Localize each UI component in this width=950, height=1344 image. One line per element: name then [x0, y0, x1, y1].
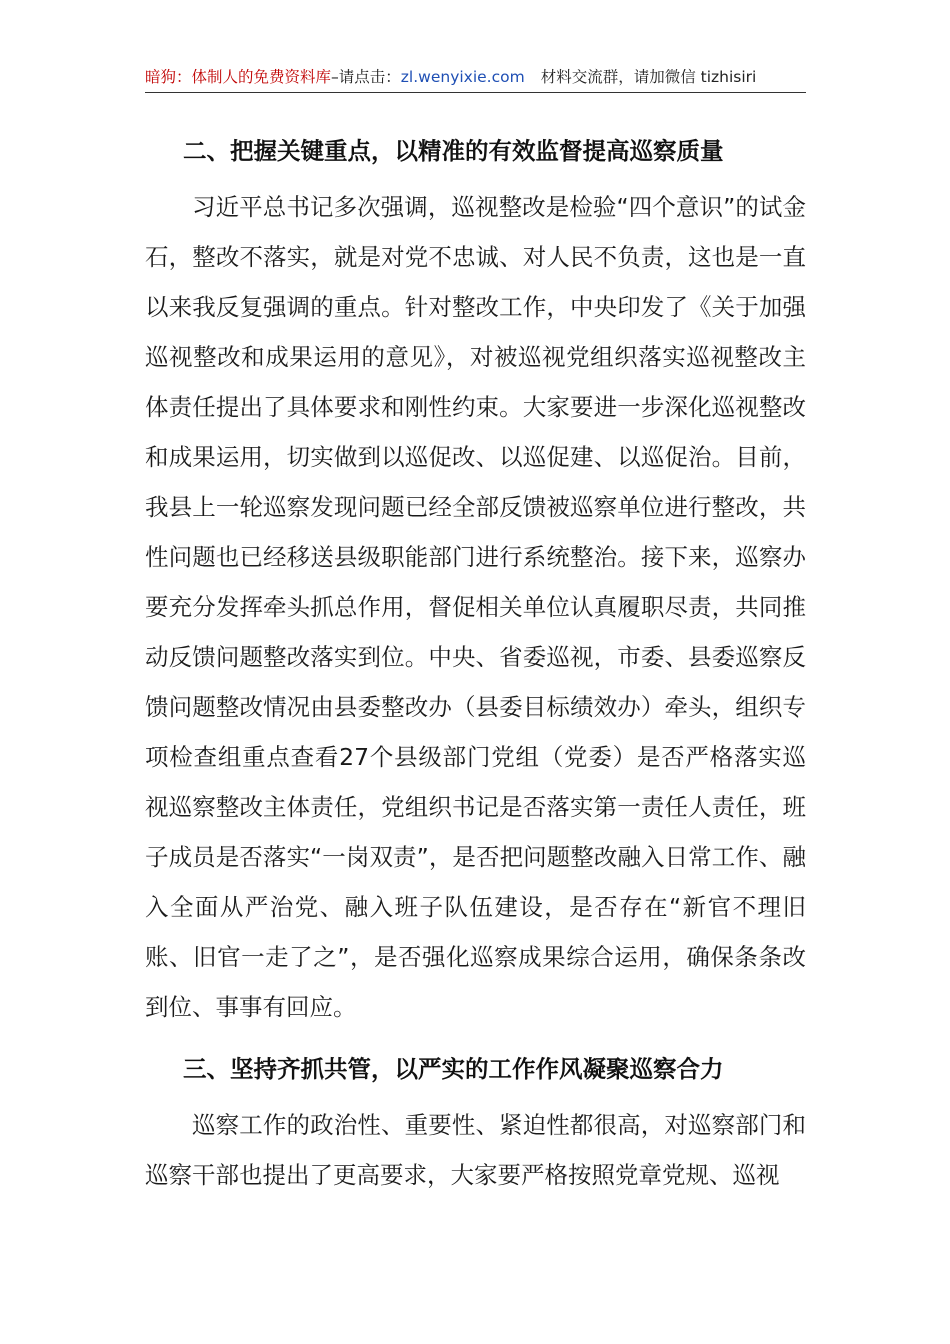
header-wechat-note: 材料交流群，请加微信 tizhisiri [540, 68, 757, 86]
document-body [145, 126, 806, 1200]
page-header [145, 62, 806, 93]
section-paragraph-3: 巡察工作的政治性、重要性、紧迫性都很高，对巡察部门和巡察干部也提出了更高要求，大家要严格按照党章党规、巡视 [145, 1111, 806, 1189]
header-brand: 暗狗：体制人的免费资料库 [145, 68, 332, 86]
header-url-link[interactable]: zl.wenyixie.com [400, 68, 525, 86]
section-heading-3: 三、坚持齐抓共管，以严实的工作作风凝聚巡察合力 [183, 1055, 724, 1083]
section-paragraph-2: 习近平总书记多次强调，巡视整改是检验“四个意识”的试金石，整改不落实，就是对党不忠诚、对人民不负责，这也是一直以来我反复强调的重点。针对整改工作，中央印发了《关于加强巡视整改和成果运用的意见》，对被巡视党组织落实巡视整改主体责任提出了具体要求和刚性约束。大家要进一步深化巡视整改和成果运用，切实做到以巡促改、以巡促建、以巡促治。目前，我县上一轮巡察发现问题已经全部反馈被巡察单位进行整改，共性问题也已经移送县级职能部门进行系统整治。接下来，巡察办要充分发挥牵头抓总作用，督促相关单位认真履职尽责，共同推动反馈问题整改落实到位。中央、省委巡视，市委、县委巡察反馈问题整改情况由县委整改办（县委目标绩效办）牵头，组织专项检查组重点查看27个县级部门党组（党委）是否严格落实巡视巡察整改主体责任，党组织书记是否落实第一责任人责任，班子成员是否落实“一岗双责”，是否把问题整改融入日常工作、融入全面从严治党、融入班子队伍建设，是否存在“新官不理旧账、旧官一走了之”，是否强化巡察成果综合运用，确保条条改到位、事事有回应。 [145, 193, 806, 1021]
header-click-prompt: –请点击： [331, 68, 401, 86]
section-heading-2: 二、把握关键重点，以精准的有效监督提高巡察质量 [183, 137, 724, 165]
